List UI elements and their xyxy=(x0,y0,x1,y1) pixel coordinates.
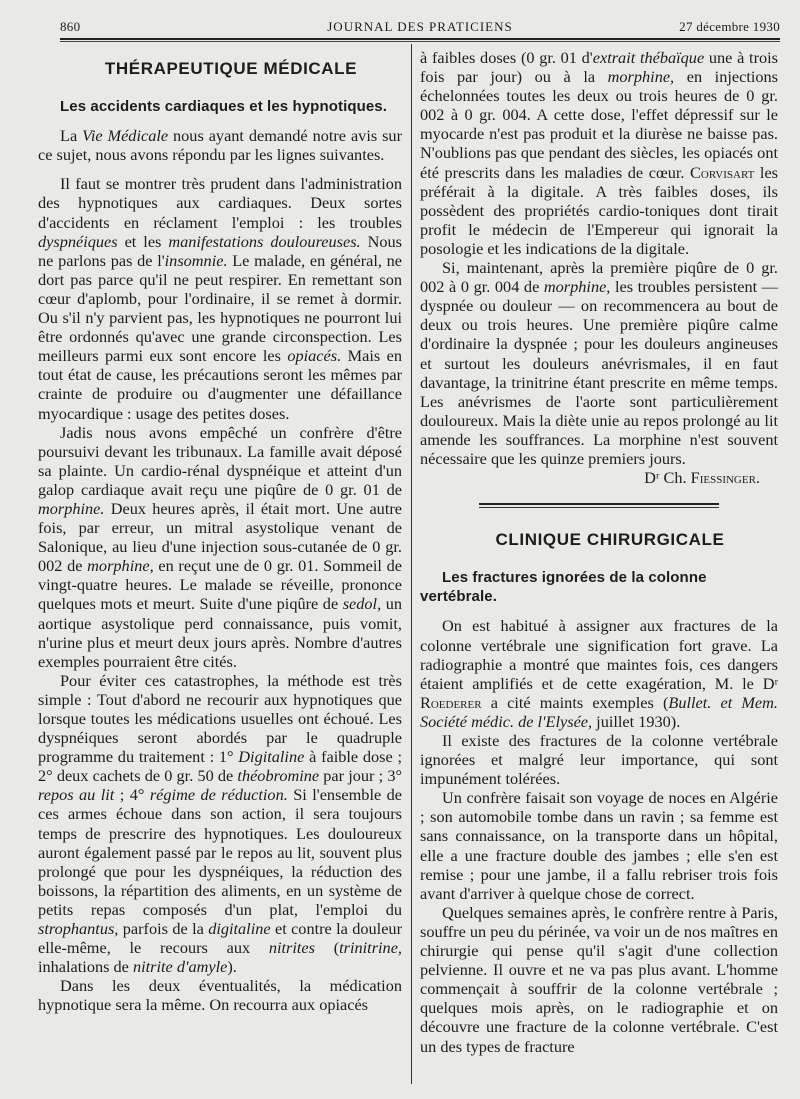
article-title-accidents: Les accidents cardiaques et les hypnotiques. xyxy=(60,98,388,116)
author-signature: Dʳ Ch. Fiessinger. xyxy=(644,468,760,488)
paragraph: Jadis nous avons empêché un confrère d'être poursuivi devant les tribunaux. La famille avait déposé sa plainte. Un cardio-rénal dyspnéique et atteint d'un galop cardiaque avait reçu une piqûre de 0 gr. 01 de morphine. Deux heures après, il était mort. Une autre fois, par erreur, un mitral asystolique venant de Salonique, au lieu d'une injection sous-cutanée de 0 gr. 002 de morphine, en reçut une de 0 gr. 01. Sommeil de vingt-quatre heures. Le malade se réveille, prononce quelques mots et meurt. Suite d'une piqûre de sedol, un aortique asystolique perd connaissance, puis vomit, n'urine plus et meurt deux jours après. Nombre d'autres exemples pourraient être cités. xyxy=(38,422,402,671)
column-divider xyxy=(411,44,412,1084)
section-title-therapeutique: THÉRAPEUTIQUE MÉDICALE xyxy=(104,59,358,78)
paragraph: La Vie Médicale nous ayant demandé notre avis sur ce sujet, nous avons répondu par les lignes suivantes. xyxy=(38,126,402,165)
paragraph: Pour éviter ces catastrophes, la méthode est très simple : Tout d'abord ne recourir aux hypnotiques que lorsque toutes les médications usuelles ont échoué. Les dyspnéiques seront abordés par le quadruple programme du traitement : 1° Digitaline à faible dose ; 2° deux cachets de 0 gr. 50 de théobromine par jour ; 3° repos au lit ; 4° régime de réduction. Si l'ensemble de ces armes échoue dans son action, il sera toujours temps de prescrire des hypnotiques. Les douloureux auront également passé par le repos au lit, souvent plus prolongé que pour les dyspnéiques, la réduction des boissons, la répartition des aliments, en un système de petits repas composés d'un plat, l'emploi du strophantus, parfois de la digitaline et contre la douleur elle-même, le recours aux nitrites (trinitrine, inhalations de nitrite d'amyle). xyxy=(38,670,403,977)
issue-date: 27 décembre 1930 xyxy=(679,19,780,34)
paragraph: Un confrère faisait son voyage de noces en Algérie ; son automobile tombe dans un ravin ; sa femme est sans connaissance, on la transporte dans un hôpital, elle a une fracture double des jambes ; elle s'en est remise ; pour une jambe, il a fallu rebriser trois fois avant d'arriver à quelque chose de correct. xyxy=(420,788,778,903)
article-title-fractures: Les fractures ignorées de la colonne vertébrale. xyxy=(420,569,707,606)
header-rule xyxy=(60,38,780,40)
section-title-clinique: CLINIQUE CHIRURGICALE xyxy=(495,530,725,550)
paragraph: Il existe des fractures de la colonne vertébrale ignorées et malgré leur importance, qui sont impunément tolérées. xyxy=(420,731,778,789)
left-column xyxy=(38,48,402,1015)
paragraph: à faibles doses (0 gr. 01 d'extrait thébaïque une à trois fois par jour) ou à la morphine, en injections échelonnées toutes les deux ou trois heures de 0 gr. 002 à 0 gr. 004. A cette dose, l'effet dépressif sur le myocarde n'est pas produit et la diurèse ne baisse pas. N'oublions pas que pendant des siècles, les opiacés ont été prescrits dans les maladies de cœur. Corvisart les préférait à la digitale. A très faibles doses, ils possèdent des propriétés cardio-toniques dont tirait profit le médecin de l'Empereur qui ignorait la posologie et les indications de la digitale. xyxy=(420,48,778,258)
page-number: 860 xyxy=(60,19,81,34)
paragraph: Quelques semaines après, le confrère rentre à Paris, souffre un peu du périnée, va voir un de nos maîtres en chirurgie qui pense qu'il s'agit d'une collection pelvienne. Il ouvre et ne va pas plus avant. L'homme commençait à souffrir de la colonne vertébrale ; quelques mois après, on le radiographie et on découvre une fracture de la colonne vertébrale. C'est un des types de fracture xyxy=(420,902,778,1056)
paragraph: Si, maintenant, après la première piqûre de 0 gr. 002 à 0 gr. 004 de morphine, les troubles persistent — dyspnée ou douleur — on recommencera au bout de deux ou trois heures. Une première piqûre calme d'ordinaire la dyspnée ; pour les douleurs angineuses et surtout les douleurs anévrismales, il en faut davantage, la trinitrine étant prescrite en même temps. Les anévrismes de l'aorte sont particulièrement douloureux. Mais la diète unie au repos prolongé au lit amende les souffrances. La morphine n'est souvent nécessaire que les quinze premiers jours. xyxy=(420,258,779,468)
right-column xyxy=(420,48,778,1056)
paragraph: Dans les deux éventualités, la médication hypnotique sera la même. On recourra aux opiacés xyxy=(38,976,402,1015)
page-header xyxy=(60,16,780,38)
paragraph: Il faut se montrer très prudent dans l'administration des hypnotiques aux cardiaques. Deux sortes d'accidents en réclament l'emploi : les troubles dyspnéiques et les manifestations douloureuses. Nous ne parlons pas de l'insomnie. Le malade, en général, ne dort pas parce qu'il ne peut respirer. En remettant son cœur d'aplomb, pour l'ordinaire, il se remet à dormir. Ou s'il n'y parvient pas, les hypnotiques ne pourront lui être ordonnés qu'avec une grande circonspection. Les meilleurs parmi eux sont encore les opiacés. Mais en tout état de cause, les précautions seront les mêmes par crainte de produire ou d'augmenter une défaillance myocardique : usage des petites doses. xyxy=(38,174,403,423)
journal-title: JOURNAL DES PRATICIENS xyxy=(327,19,513,34)
paragraph: On est habitué à assigner aux fractures de la colonne vertébrale une signification fort grave. La radiographie a montré que maintes fois, ces dangers étaient amplifiés et de cette exagération, M. le Dʳ Roederer a cité maints exemples (Bullet. et Mem. Société médic. de l'Elysée, juillet 1930). xyxy=(420,616,778,731)
header-rule-thin xyxy=(60,41,780,42)
